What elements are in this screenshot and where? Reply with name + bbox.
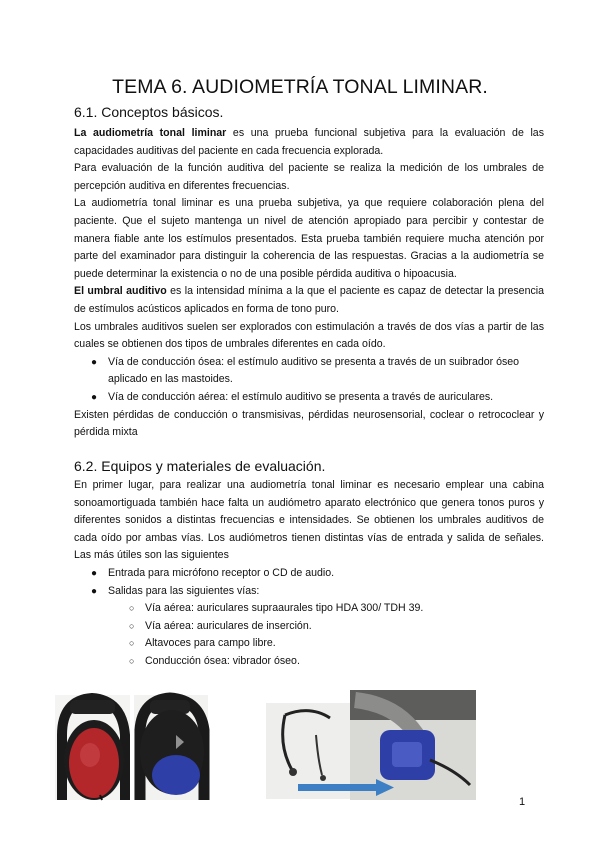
list-item-text: Entrada para micrófono receptor o CD de audio. <box>108 566 335 579</box>
list-item-text: Altavoces para campo libre. <box>145 637 276 650</box>
circle-bullet-icon: ○ <box>129 603 135 614</box>
paragraph: Existen pérdidas de conducción o transmisivas, pérdidas neurosensorial, coclear o retrococlear y pérdida mixta <box>74 408 544 439</box>
circle-bullet-icon: ○ <box>129 655 135 666</box>
photo-bone-vibrator <box>350 690 476 800</box>
paragraph-text: es una prueba funcional subjetiva para la evaluación de las capacidades auditivas del paciente en cada frecuencia explorada. <box>74 127 544 157</box>
bold-term: La audiometría tonal liminar <box>74 127 227 139</box>
photo-red-headphone <box>55 695 130 800</box>
section-heading-equipos: 6.2. Equipos y materiales de evaluación. <box>74 458 326 474</box>
bullet-icon: ● <box>91 567 98 579</box>
page-number: 1 <box>519 796 526 808</box>
bullet-icon: ● <box>91 356 98 368</box>
document-title: TEMA 6. AUDIOMETRÍA TONAL LIMINAR. <box>112 76 488 98</box>
list-item-text: Vía de conducción aérea: el estímulo auditivo se presenta a través de auriculares. <box>108 390 494 403</box>
list-item-text: Conducción ósea: vibrador óseo. <box>145 654 300 667</box>
paragraph: La audiometría tonal liminar es una prueba subjetiva, ya que requiere colaboración plena del paciente. Que el sujeto mantenga un nivel de atención apropiado para percibir y contestar de manera fiable ante los estímulos presentados. Esta prueba también requiere mucha atención por parte del examinador para distinguir la coherencia de las respuestas. Gracias a la audiometría se puede determinar la existencia o no de una posible pérdida auditiva o hipoacusia. <box>74 197 544 280</box>
circle-bullet-icon: ○ <box>129 638 135 649</box>
bullet-icon: ● <box>91 585 98 597</box>
bullet-icon: ● <box>91 391 98 403</box>
list-item-text: Vía aérea: auriculares de inserción. <box>145 619 312 632</box>
paragraph-text: es la intensidad mínima a la que el paciente es capaz de detectar la presencia de estímulos acústicos aplicados en forma de tono puro. <box>74 285 545 315</box>
photo-blue-headphone <box>134 695 208 800</box>
bold-term: El umbral auditivo <box>74 285 167 298</box>
list-item-text: Vía de conducción ósea: el estímulo auditivo se presenta a través de un suibrador óseo aplicado en las mastoides. <box>108 355 520 386</box>
list-item-text: Salidas para las siguientes vías: <box>108 584 260 597</box>
paragraph: En primer lugar, para realizar una audiometría tonal liminar es necesario emplear una cabina sonoamortiguada también hace falta un audiómetro aparato electrónico que genera tonos puros y diferentes sonidos a distintas frecuencias e intensidades. Se obtienen los umbrales auditivos de cada oído por ambas vías. Los audiómetros tienen distintas vías de entrada y salida de señales. Las más útiles son las siguientes <box>74 479 544 562</box>
list-item-text: Vía aérea: auriculares supraaurales tipo HDA 300/ TDH 39. <box>145 602 424 615</box>
paragraph: Para evaluación de la función auditiva del paciente se realiza la medición de los umbrales de percepción auditiva en diferentes frecuencias. <box>74 162 544 192</box>
section-heading-conceptos: 6.1. Conceptos básicos. <box>74 104 224 120</box>
circle-bullet-icon: ○ <box>129 620 135 631</box>
paragraph: Los umbrales auditivos suelen ser explorados con estimulación a través de dos vías a partir de las cuales se obtienen dos tipos de umbrales diferentes en cada oído. <box>74 320 544 351</box>
